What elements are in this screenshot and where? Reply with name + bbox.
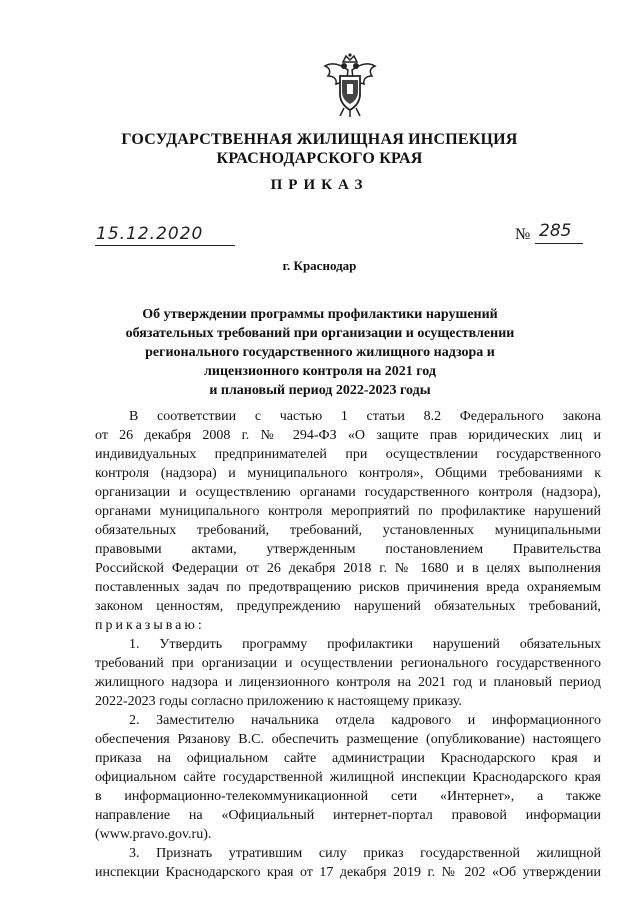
- subject-line: и плановый период 2022-2023 годы: [209, 383, 431, 398]
- order-body-text: [95, 407, 601, 882]
- body-line: (www.pravo.gov.ru).: [95, 827, 212, 842]
- subject-line: лицензионного контроля на 2021 год: [204, 364, 436, 379]
- body-line: требований при организации и осуществлении регионального государственного: [95, 656, 601, 671]
- document-type-title: ПРИКАЗ: [270, 177, 369, 193]
- order-subject: [100, 305, 540, 400]
- body-line: поставленных задач по предотвращению рисков причинения вреда охраняемым: [95, 580, 601, 595]
- date-underline: [95, 245, 235, 246]
- order-number: 285: [539, 221, 572, 241]
- organization-name-line-2: КРАСНОДАРСКОГО КРАЯ: [216, 150, 423, 167]
- body-line: индивидуальных предпринимателей при осуществлении государственного: [95, 447, 601, 462]
- body-line: 2022-2023 годы согласно приложению к настоящему приказу.: [95, 694, 462, 709]
- body-line: официальном сайте государственной жилищной инспекции Краснодарского края: [95, 770, 601, 785]
- body-line: жилищного надзора и лицензионного контроля на 2021 год и плановый период: [95, 675, 601, 690]
- subject-line: регионального государственного жилищного надзора и: [145, 345, 495, 360]
- body-line: от 26 декабря 2008 г. № 294-ФЗ «О защите прав юридических лиц и: [95, 428, 601, 443]
- body-line: контроля (надзора) и муниципального контроля», Общими требованиями к: [95, 466, 601, 481]
- body-line: инспекции Краснодарского края от 17 декабря 2019 г. № 202 «Об утверждении: [95, 865, 601, 880]
- coat-of-arms-emblem: [322, 52, 378, 118]
- body-line: 1. Утвердить программу профилактики нарушений обязательных: [129, 637, 601, 652]
- number-underline: [535, 243, 583, 244]
- order-date: 15.12.2020: [96, 224, 204, 244]
- subject-line: Об утверждении программы профилактики нарушений: [142, 307, 498, 322]
- body-line: В соответствии с частью 1 статьи 8.2 Федерального закона: [129, 409, 601, 424]
- body-line: 3. Признать утратившим силу приказ государственной жилищной: [129, 846, 601, 861]
- body-line: обеспечения Рязанову В.С. обеспечить размещение (опубликование) настоящего: [95, 732, 601, 747]
- body-line: организации и осуществлению органами государственного контроля (надзора),: [95, 485, 601, 500]
- body-line: органами муниципального контроля мероприятий по профилактике нарушений: [95, 504, 601, 519]
- body-line: правовыми актами, утвержденным постановлением Правительства: [95, 542, 601, 557]
- subject-line: обязательных требований при организации и осуществлении: [125, 326, 515, 341]
- body-line: 2. Заместителю начальника отдела кадрового и информационного: [129, 713, 601, 728]
- organization-name-line-1: ГОСУДАРСТВЕННАЯ ЖИЛИЩНАЯ ИНСПЕКЦИЯ: [121, 131, 518, 148]
- body-line: направление на «Официальный интернет-портал правовой информации: [95, 808, 601, 823]
- body-line: Российской Федерации от 26 декабря 2018 г. № 1680 и в целях выполнения: [95, 561, 601, 576]
- order-verb: приказываю:: [95, 618, 205, 633]
- body-line: законом ценностям, предупреждению нарушений обязательных требований,: [95, 599, 601, 614]
- body-line: приказа на официальном сайте администрации Краснодарского края и: [95, 751, 601, 766]
- city-name: г. Краснодар: [282, 258, 357, 273]
- order-number-sign: №: [515, 226, 531, 243]
- body-line: обязательных требований, требований, установленных муниципальными: [95, 523, 601, 538]
- body-line: в информационно-телекоммуникационной сети «Интернет», а также: [95, 789, 601, 804]
